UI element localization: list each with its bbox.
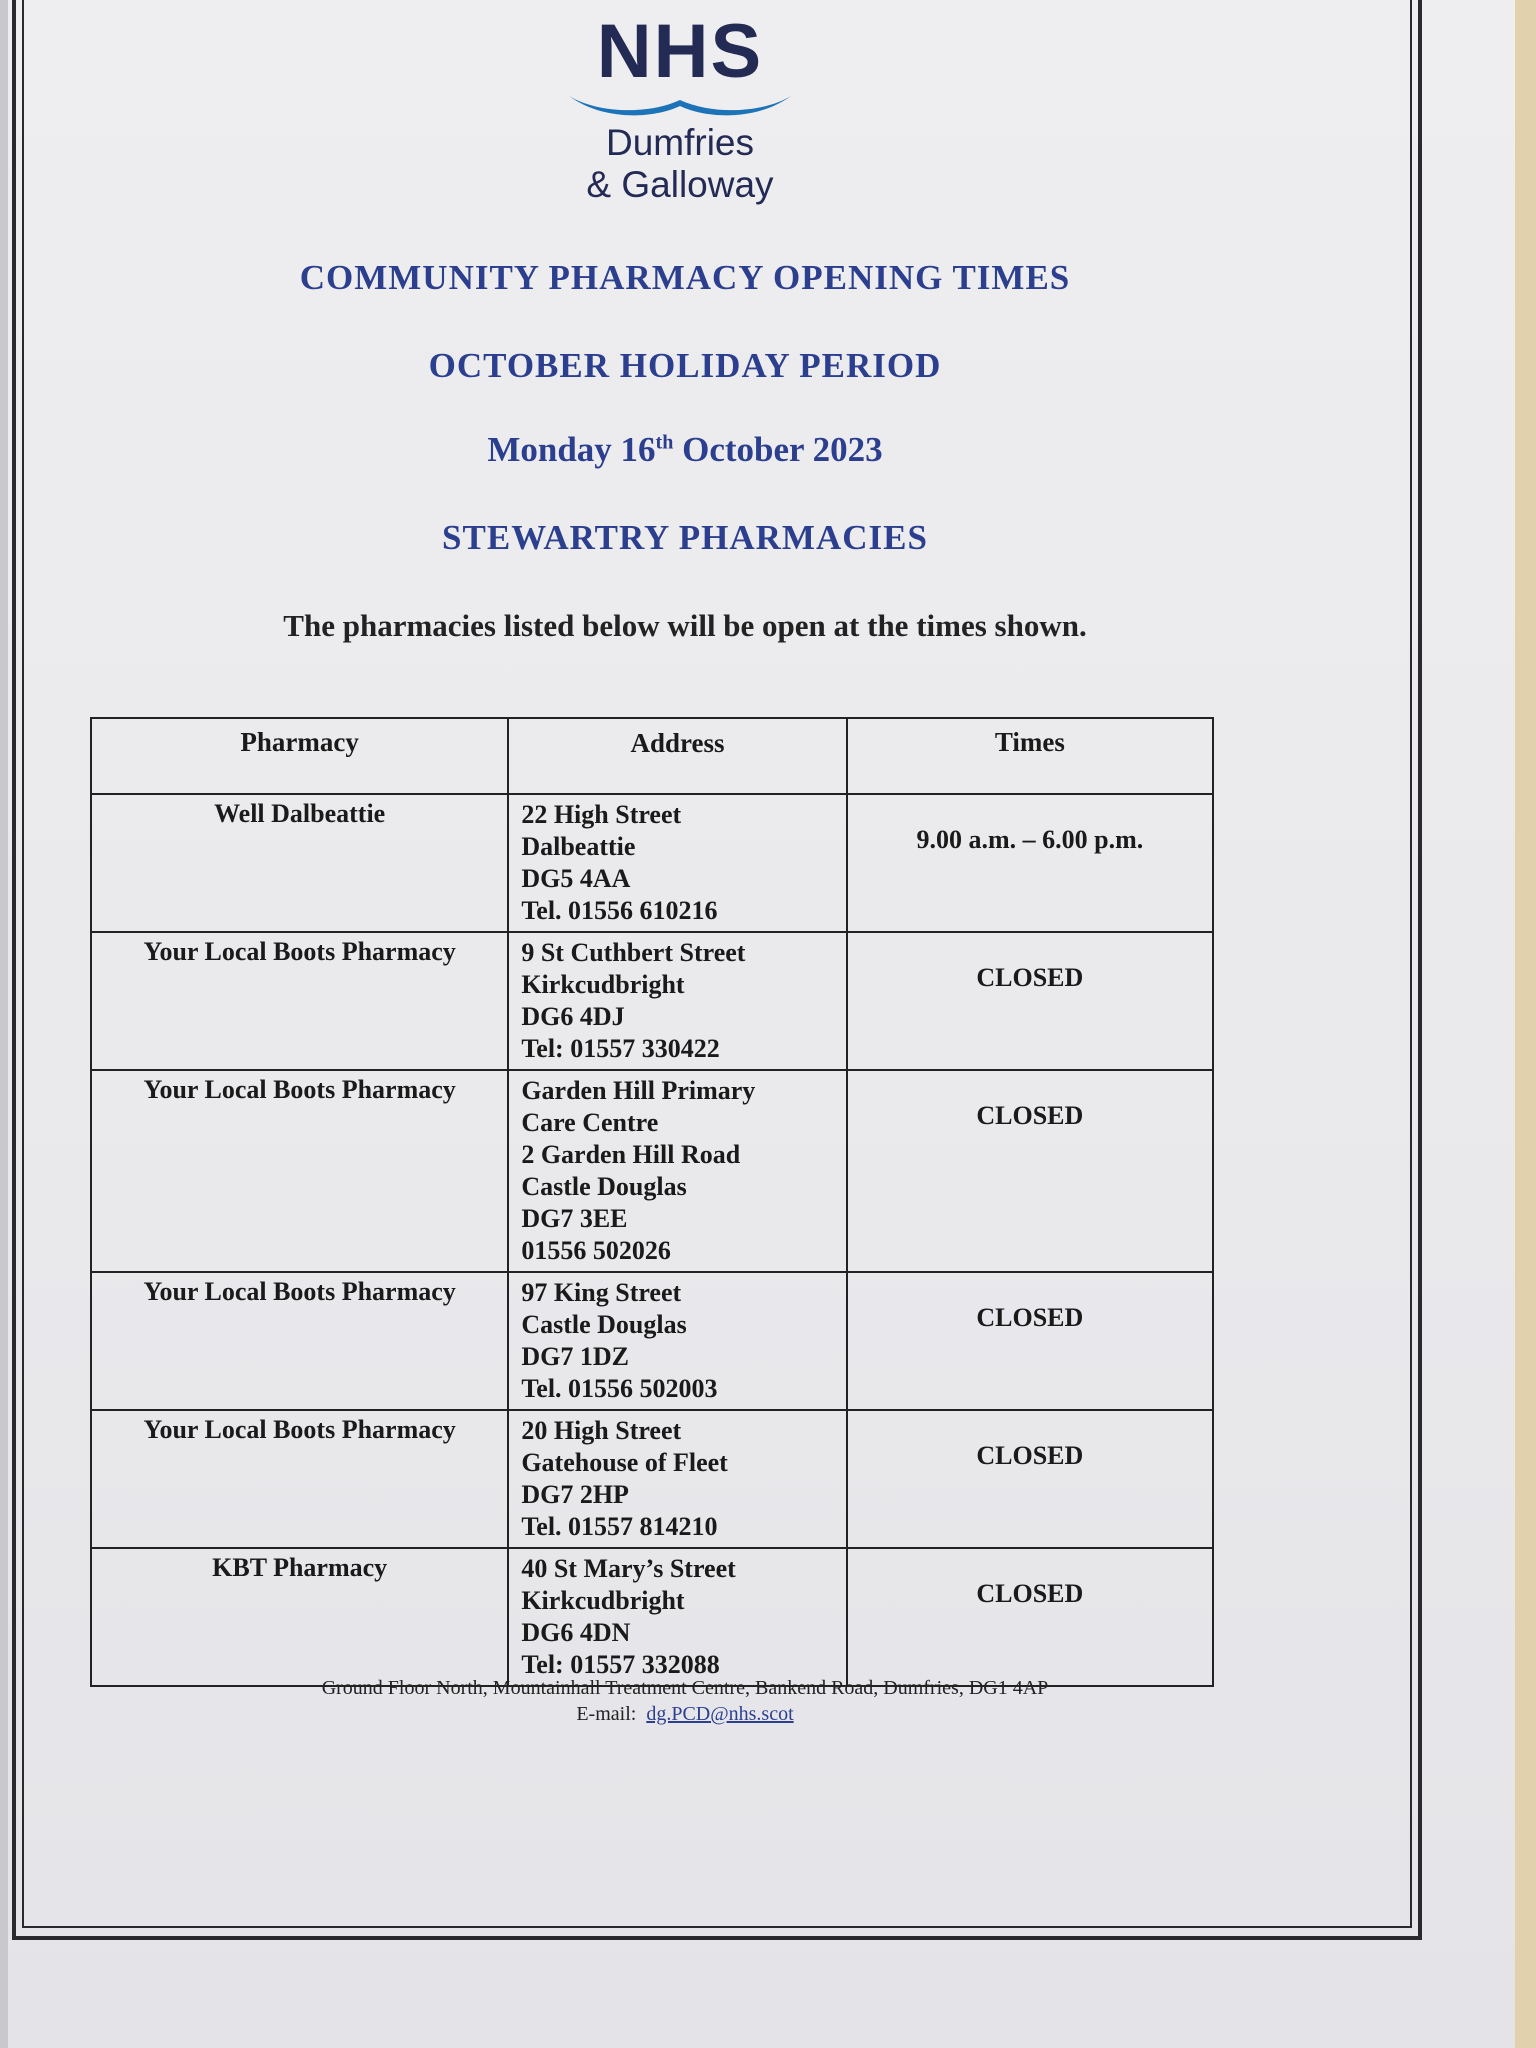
address-line: 2 Garden Hill Road	[521, 1140, 741, 1169]
address-line: 01556 502026	[521, 1236, 671, 1265]
address-line: 22 High Street	[521, 800, 682, 829]
address-line: DG6 4DN	[521, 1618, 631, 1647]
pharmacy-name: Your Local Boots Pharmacy	[91, 1272, 508, 1410]
table-row	[91, 794, 1213, 932]
logo-region-line2: & Galloway	[586, 164, 774, 205]
address-line: Tel. 01556 610216	[521, 896, 718, 925]
address-line: DG7 2HP	[521, 1480, 629, 1509]
area-heading: STEWARTRY PHARMACIES	[442, 518, 928, 557]
opening-times-cell	[847, 1070, 1213, 1272]
opening-times: CLOSED	[976, 1441, 1084, 1470]
footer-email-label: E-mail:	[576, 1703, 637, 1725]
opening-times-cell	[847, 1410, 1213, 1548]
address-line: Garden Hill Primary	[521, 1076, 756, 1105]
table-row	[91, 1070, 1213, 1272]
pharmacy-address	[508, 1070, 846, 1272]
address-line: Care Centre	[521, 1108, 659, 1137]
table-body	[91, 794, 1213, 1686]
logo-nhs-text: NHS	[596, 9, 764, 94]
address-line: 20 High Street	[521, 1416, 682, 1445]
table-row	[91, 1410, 1213, 1548]
address-line: Castle Douglas	[521, 1172, 687, 1201]
date-prefix: Monday 16	[487, 430, 656, 469]
footer-email-line	[0, 1701, 1370, 1727]
opening-times: CLOSED	[976, 1579, 1084, 1608]
address-line: DG6 4DJ	[521, 1002, 625, 1031]
holiday-period: OCTOBER HOLIDAY PERIOD	[428, 346, 942, 385]
date-rest: October 2023	[673, 430, 883, 469]
table-row	[91, 932, 1213, 1070]
address-line: DG5 4AA	[521, 864, 631, 893]
address-line: 9 St Cuthbert Street	[521, 938, 746, 967]
address-line: Gatehouse of Fleet	[521, 1448, 728, 1477]
opening-times-cell	[847, 794, 1213, 932]
pharmacy-name: KBT Pharmacy	[91, 1548, 508, 1686]
table-row	[91, 1548, 1213, 1686]
opening-times-cell	[847, 932, 1213, 1070]
adjacent-page-edge	[0, 0, 8, 2048]
pharmacy-address	[508, 1548, 846, 1686]
header-address: Address	[508, 718, 846, 794]
date-suffix: th	[655, 431, 674, 454]
pharmacy-name: Your Local Boots Pharmacy	[91, 932, 508, 1070]
opening-times-cell	[847, 1548, 1213, 1686]
pharmacy-address	[508, 1272, 846, 1410]
pharmacy-address	[508, 1410, 846, 1548]
header-times: Times	[847, 718, 1213, 794]
address-line: DG7 3EE	[521, 1204, 628, 1233]
pharmacy-address	[508, 794, 846, 932]
address-line: Tel. 01556 502003	[521, 1374, 718, 1403]
footer-email-link[interactable]: dg.PCD@nhs.scot	[646, 1703, 794, 1725]
pharmacy-name: Your Local Boots Pharmacy	[91, 1070, 508, 1272]
pharmacy-name: Your Local Boots Pharmacy	[91, 1410, 508, 1548]
logo-region-line1: Dumfries	[605, 122, 755, 163]
address-line: Dalbeattie	[521, 832, 636, 861]
opening-times-cell	[847, 1272, 1213, 1410]
opening-times: 9.00 a.m. – 6.00 p.m.	[916, 825, 1144, 854]
address-line: 40 St Mary’s Street	[521, 1554, 736, 1583]
address-line: Tel: 01557 332088	[521, 1650, 720, 1679]
intro-text: The pharmacies listed below will be open at the times shown.	[283, 608, 1087, 643]
address-line: Kirkcudbright	[521, 970, 685, 999]
address-line: Tel. 01557 814210	[521, 1512, 718, 1541]
pharmacy-table	[90, 717, 1214, 1687]
holiday-date	[0, 430, 1370, 470]
address-line: 97 King Street	[521, 1278, 682, 1307]
header-pharmacy: Pharmacy	[91, 718, 508, 794]
nhs-logo	[555, 9, 805, 216]
address-line: Tel: 01557 330422	[521, 1034, 720, 1063]
opening-times: CLOSED	[976, 963, 1084, 992]
footer-address: Ground Floor North, Mountainhall Treatment Centre, Bankend Road, Dumfries, DG1 4AP	[321, 1677, 1049, 1699]
address-line: Castle Douglas	[521, 1310, 687, 1339]
pharmacy-name: Well Dalbeattie	[91, 794, 508, 932]
opening-times: CLOSED	[976, 1101, 1084, 1130]
footer	[0, 1675, 1370, 1727]
pharmacy-address	[508, 932, 846, 1070]
table-row	[91, 1272, 1213, 1410]
document-title: COMMUNITY PHARMACY OPENING TIMES	[299, 258, 1071, 297]
address-line: Kirkcudbright	[521, 1586, 685, 1615]
table-header-row	[91, 718, 1213, 794]
opening-times: CLOSED	[976, 1303, 1084, 1332]
address-line: DG7 1DZ	[521, 1342, 629, 1371]
